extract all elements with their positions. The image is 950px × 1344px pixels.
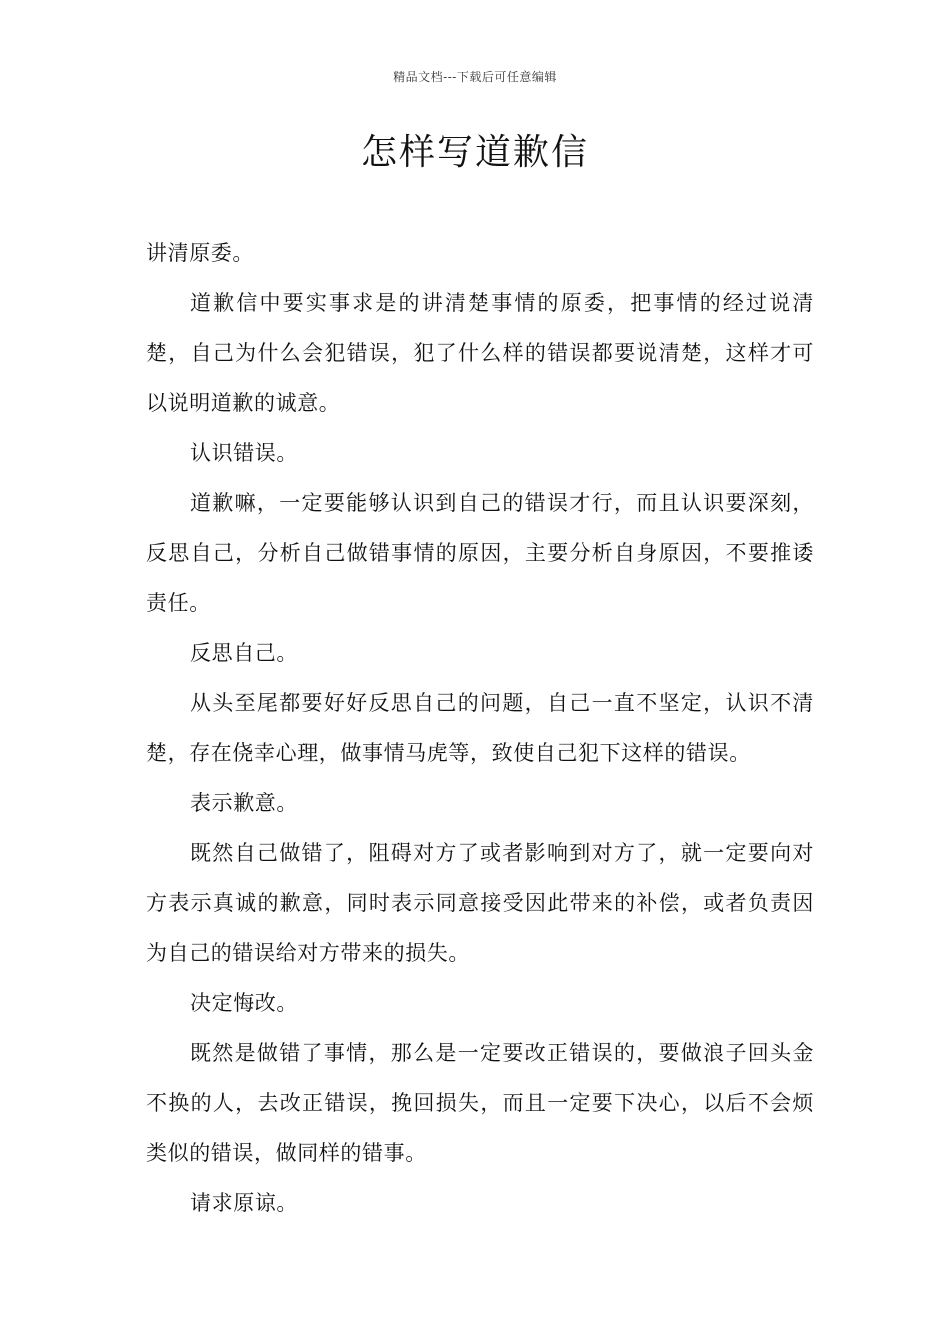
- paragraph: 决定悔改。: [190, 991, 298, 1015]
- paragraph: 道歉嘛，一定要能够认识到自己的错误才行，而且认识要深刻，反思自己，分析自己做错事情的原因，主要分析自身原因，不要推诿责任。: [146, 491, 814, 615]
- document-title: 怎样写道歉信: [360, 132, 589, 173]
- header-note: 精品文档---下载后可任意编辑: [393, 70, 557, 84]
- paragraph: 反思自己。: [190, 641, 298, 665]
- paragraph: 道歉信中要实事求是的讲清楚事情的原委，把事情的经过说清楚，自己为什么会犯错误，犯了什么样的错误都要说清楚，这样才可以说明道歉的诚意。: [146, 291, 814, 415]
- paragraph: 表示歉意。: [190, 791, 298, 815]
- paragraph: 认识错误。: [190, 441, 298, 465]
- paragraph: 既然自己做错了，阻碍对方了或者影响到对方了，就一定要向对方表示真诚的歉意，同时表示同意接受因此带来的补偿，或者负责因为自己的错误给对方带来的损失。: [146, 841, 814, 965]
- paragraph: 讲清原委。: [146, 241, 254, 265]
- paragraph: 从头至尾都要好好反思自己的问题，自己一直不坚定，认识不清楚，存在侥幸心理，做事情马虎等，致使自己犯下这样的错误。: [146, 691, 814, 765]
- document-body: [146, 228, 814, 1228]
- paragraph: 既然是做错了事情，那么是一定要改正错误的，要做浪子回头金不换的人，去改正错误，挽回损失，而且一定要下决心，以后不会烦类似的错误，做同样的错事。: [146, 1041, 814, 1165]
- paragraph: 请求原谅。: [190, 1191, 298, 1215]
